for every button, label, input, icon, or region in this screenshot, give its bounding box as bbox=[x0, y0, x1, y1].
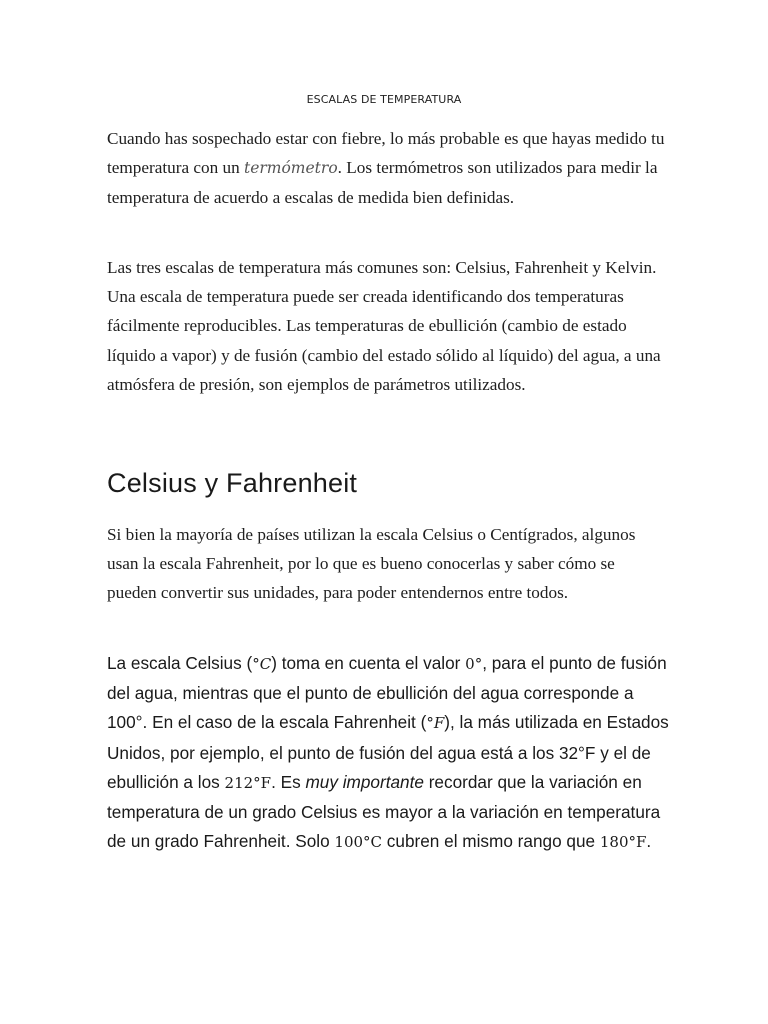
celsius-fahrenheit-paragraph bbox=[107, 649, 677, 857]
math-100-c: 100°C bbox=[334, 833, 383, 852]
text-segment: , para el punto de fusión del agua, mientras que el punto de ebullición del agua corresponde a 100°. En el caso de la escala Fahrenheit ( bbox=[107, 653, 667, 733]
thermometer-term: termómetro bbox=[243, 159, 338, 178]
intro-paragraph bbox=[107, 124, 667, 213]
math-zero-degrees: 0° bbox=[465, 655, 483, 673]
emphasis-text: muy importante bbox=[305, 771, 424, 792]
text-segment: recordar que la variación en temperatura de un grado Celsius es mayor a la variación en temperatura de un grado Fahrenheit. Solo bbox=[107, 771, 661, 852]
document-title: ESCALAS DE TEMPERATURA bbox=[306, 93, 462, 106]
text-segment: ) toma en cuenta el valor bbox=[271, 653, 466, 673]
scales-paragraph: Las tres escalas de temperatura más comunes son: Celsius, Fahrenheit y Kelvin. Una escala de temperatura puede ser creada identificando dos temperaturas fácilmente reproducibles. Las temperaturas de ebullición (cambio de estado líquido a vapor) y de fusión (cambio del estado sólido al líquido) del agua, a una atmósfera de presión, son ejemplos de parámetros utilizados. bbox=[107, 258, 661, 394]
intro-text-end: . Los termómetros son utilizados para medir la temperatura de acuerdo a escalas de medida bien definidas. bbox=[107, 158, 658, 208]
text-segment: . bbox=[646, 831, 652, 852]
text-segment: La escala Celsius ( bbox=[107, 653, 253, 673]
text-segment: ), la más utilizada en Estados Unidos, por ejemplo, el punto de fusión del agua está a los 32°F y el de ebullición a los bbox=[107, 712, 669, 792]
usage-paragraph: Si bien la mayoría de países utilizan la escala Celsius o Centígrados, algunos usan la escala Fahrenheit, por lo que es bueno conocerlas y saber cómo se pueden convertir sus unidades, para poder entendernos entre todos. bbox=[107, 525, 636, 603]
section-heading: Celsius y Fahrenheit bbox=[107, 468, 358, 498]
intro-text-start: Cuando has sospechado estar con fiebre, lo más probable es que hayas medido tu temperatura con un bbox=[107, 129, 665, 178]
math-180-f: 180°F bbox=[599, 833, 647, 852]
math-212-f: 212°F bbox=[224, 773, 272, 792]
text-segment: cubren el mismo rango que bbox=[382, 831, 600, 852]
math-celsius-unit: °C bbox=[252, 655, 272, 673]
text-segment: . Es bbox=[271, 771, 306, 792]
math-fahrenheit-unit: °F bbox=[426, 714, 445, 733]
